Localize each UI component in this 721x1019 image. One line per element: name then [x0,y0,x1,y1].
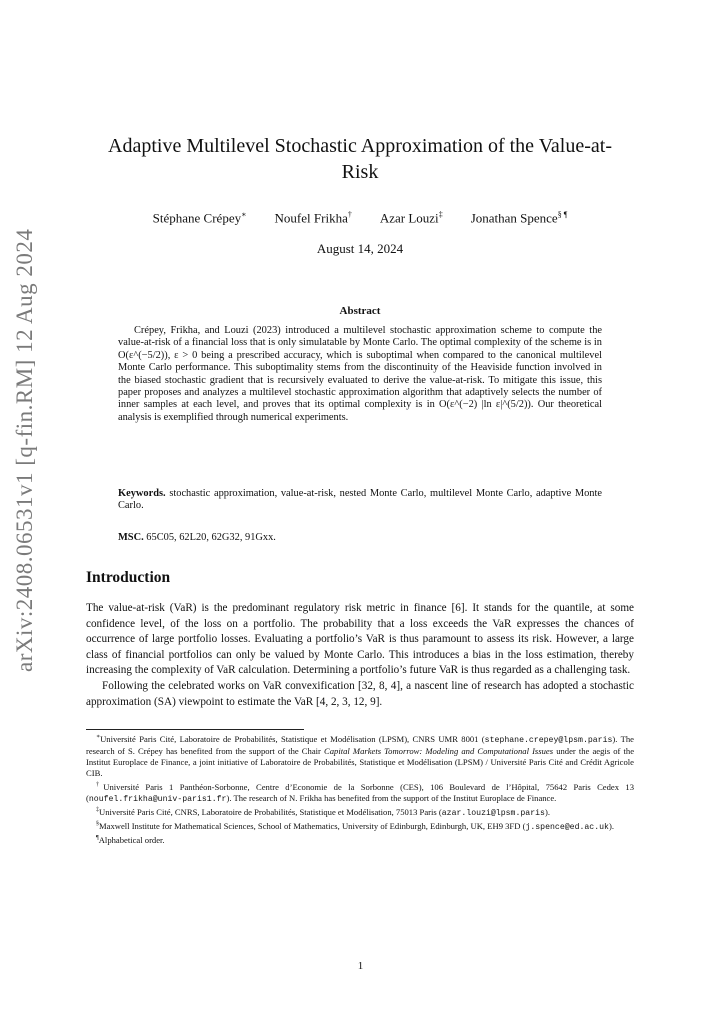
author-2: Noufel Frikha† [274,210,352,226]
keywords-text: stochastic approximation, value-at-risk, nested Monte Carlo, multilevel Monte Carlo, adaptive Monte Carlo. [118,488,602,512]
email-link[interactable]: j.spence@ed.ac.uk [525,822,609,832]
footnote-4: §Maxwell Institute for Mathematical Sciences, School of Mathematics, University of Edinburgh, Edinburgh, UK, EH9 3FD (j.spence@ed.ac.uk). [96,820,614,832]
section-heading-introduction: Introduction [86,569,171,586]
email-link[interactable]: azar.louzi@lpsm.paris [441,808,545,818]
keywords-label: Keywords. [118,488,166,499]
msc-classification [118,532,602,544]
msc-label: MSC. [118,532,144,543]
introduction-body [86,601,634,710]
abstract-text: Crépey, Frikha, and Louzi (2023) introduced a multilevel stochastic approximation scheme to compute the value-at-risk of a financial loss that is only simulatable by Monte Carlo. The optimal complexity of the scheme is in O(ε^(−5/2)), ε > 0 being a prescribed accuracy, which is suboptimal when compared to the canonical multilevel Monte Carlo performance. This suboptimality stems from the discontinuity of the Heaviside function involved in the biased stochastic gradient that is recursively evaluated to derive the value-at-risk. To mitigate this issue, this paper proposes and analyzes a multilevel stochastic approximation algorithm that adaptively selects the number of inner samples at each level, and proves that its optimal complexity is in O(ε^(−2) |ln ε|^(5/2)). Our theoretical analysis is exemplified through numerical experiments. [118,325,602,423]
msc-text: 65C05, 62L20, 62G32, 91Gxx. [146,532,276,543]
footnote-1: ∗Université Paris Cité, Laboratoire de Probabilités, Statistique et Modélisation (LPSM), CNRS UMR 8001 (stephane.crepey@lpsm.paris). The research of S. Crépey has benefited from the support of the Chair Capital Markets Tomorrow: Modeling and Computational Issues under the aegis of the Institut Europlace de Finance, a joint initiative of Laboratoire de Probabilités, Statistique et Modélisation (LPSM) / Université Paris Cité and Crédit Agricole CIB. [86,733,635,779]
author-4: Jonathan Spence§ ¶ [470,210,568,226]
footnote-5: ¶Alphabetical order. [96,834,165,845]
author-3: Azar Louzi‡ [379,210,443,226]
footnote-3: ‡Université Paris Cité, CNRS, Laboratoire de Probabilités, Statistique et Modélisation, 75013 Paris (azar.louzi@lpsm.paris). [96,806,550,818]
email-link[interactable]: noufel.frikha@univ-paris1.fr [88,794,227,804]
author-1: Stéphane Crépey∗ [152,210,247,226]
paper-title: Adaptive Multilevel Stochastic Approximation of the Value-at-Risk [108,135,612,183]
paper-date: August 14, 2024 [316,241,404,256]
arxiv-identifier-watermark: arXiv:2408.06531v1 [q-fin.RM] 12 Aug 2024 [12,228,37,672]
paragraph-2: Following the celebrated works on VaR convexification [32, 8, 4], a nascent line of research has adopted a stochastic approximation (SA) viewpoint to estimate the VaR [4, 2, 3, 12, 9]. [86,679,634,708]
page-number: 1 [357,960,364,972]
abstract-heading: Abstract [339,305,381,317]
email-link[interactable]: stephane.crepey@lpsm.paris [484,735,613,745]
footnotes [86,732,634,846]
author-list [86,210,634,226]
paragraph-1: The value-at-risk (VaR) is the predominant regulatory risk metric in finance [6]. It stands for the quantile, at some confidence level, of the loss on a portfolio. The probability that a loss exceeds the VaR expresses the chances of occurrence of large portfolio losses. Evaluating a portfolio’s VaR is thus paramount to assess its risk. However, a large class of financial portfolios can only be valued by Monte Carlo. This introduces a bias in the loss estimation, thereby increasing the complexity of VaR calculation. Determining a portfolio’s future VaR is thus regarded as a challenging task. [86,602,634,677]
footnote-2: †Université Paris 1 Panthéon-Sorbonne, Centre d’Economie de la Sorbonne (CES), 106 Boulevard de l’Hôpital, 75642 Paris Cedex 13 (noufel.frikha@univ-paris1.fr). The research of N. Frikha has benefited from the support of the Institut Europlace de Finance. [86,781,635,804]
keywords [118,488,602,513]
footnote-divider [86,729,304,730]
